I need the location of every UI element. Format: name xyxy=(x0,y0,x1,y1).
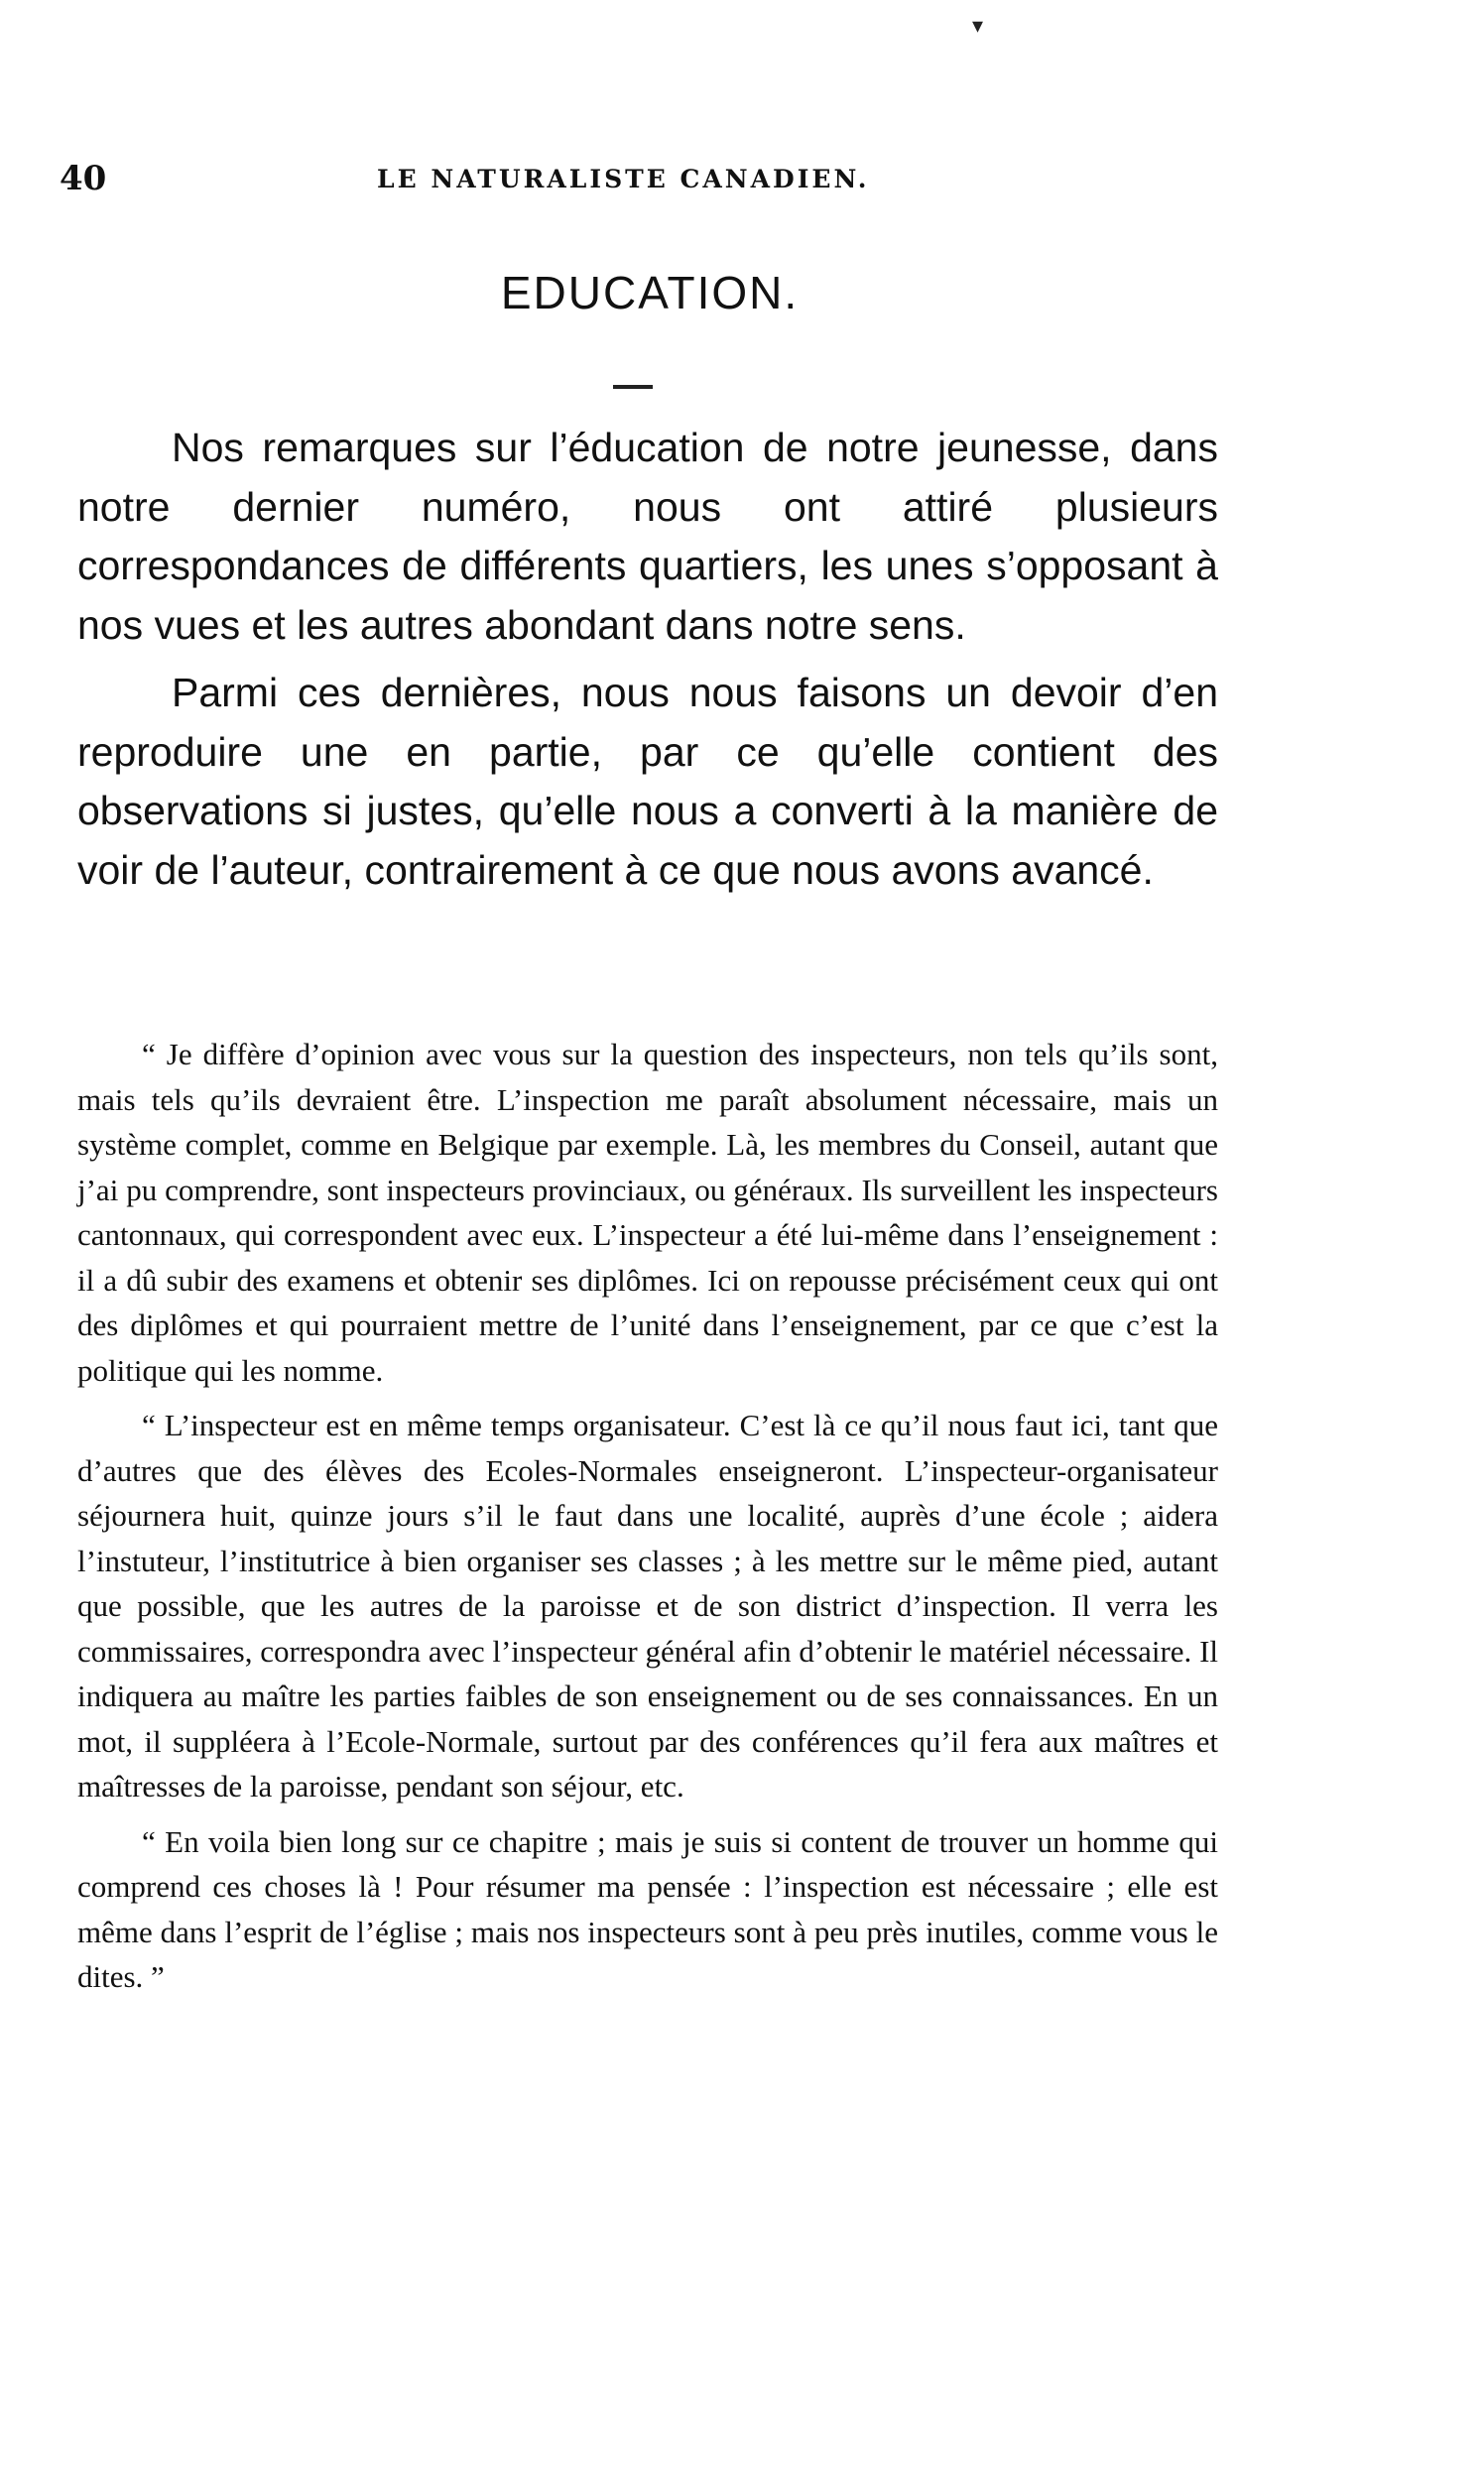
article-body xyxy=(77,419,1218,909)
quote-paragraph: “ Je diffère d’opinion avec vous sur la question des inspecteurs, non tels qu’ils sont, mais tels qu’ils devraient être. L’inspection me paraît absolument nécessaire, mais un système complet, comme en Belgique par exemple. Là, les membres du Conseil, autant que j’ai pu comprendre, sont inspecteurs provinciaux, ou généraux. Ils surveillent les inspecteurs cantonnaux, qui correspondent avec eux. L’inspecteur a été lui-même dans l’enseignement : il a dû subir des examens et obtenir ses diplômes. Ici on repousse précisément ceux qui ont des diplômes et qui pourraient mettre de l’unité dans l’enseignement, par ce que c’est la politique qui les nomme. xyxy=(77,1037,1218,1388)
article-title: EDUCATION. xyxy=(500,267,800,318)
quote-paragraph: “ L’inspecteur est en même temps organisateur. C’est là ce qu’il nous faut ici, tant que d’autres que des élèves des Ecoles-Normales enseigneront. L’inspecteur-organisateur séjournera huit, quinze jours s’il le faut dans une localité, auprès d’une école ; aidera l’instuteur, l’institutrice à bien organiser ses classes ; à les mettre sur le même pied, autant que possible, que les autres de la paroisse et de son district d’inspection. Il verra les commissaires, correspondra avec l’inspecteur général afin d’obtenir le matériel nécessaire. Il indiquera au maître les parties faibles de son enseignement ou de ses connaissances. En un mot, il suppléera à l’Ecole-Normale, surtout par des conférences qu’il fera aux maîtres et maîtresses de la paroisse, pendant son séjour, etc. xyxy=(77,1408,1218,1804)
page-number: 40 xyxy=(60,159,107,198)
body-paragraph: Parmi ces dernières, nous nous faisons un devoir d’en reproduire une en partie, par ce qu’elle contient des observations si justes, qu’elle nous a converti à la manière de voir de l’auteur, contrairement à ce que nous avons avancé. xyxy=(77,670,1218,893)
quoted-letter xyxy=(77,1032,1218,2010)
body-paragraph: Nos remarques sur l’éducation de notre jeunesse, dans notre dernier numéro, nous ont attiré plusieurs correspondances de différents quartiers, les unes s’opposant à nos vues et les autres abondant dans notre sens. xyxy=(77,425,1218,648)
running-header xyxy=(60,159,1210,208)
quote-paragraph: “ En voila bien long sur ce chapitre ; mais je suis si content de trouver un homme qui comprend ces choses là ! Pour résumer ma pensée : l’inspection est nécessaire ; elle est même dans l’esprit de l’église ; mais nos inspecteurs sont à peu près inutiles, comme vous le dites. ” xyxy=(77,1823,1218,1994)
journal-title: LE NATURALISTE CANADIEN. xyxy=(377,165,870,193)
title-rule xyxy=(613,385,653,389)
print-mark: ▾ xyxy=(972,14,984,39)
